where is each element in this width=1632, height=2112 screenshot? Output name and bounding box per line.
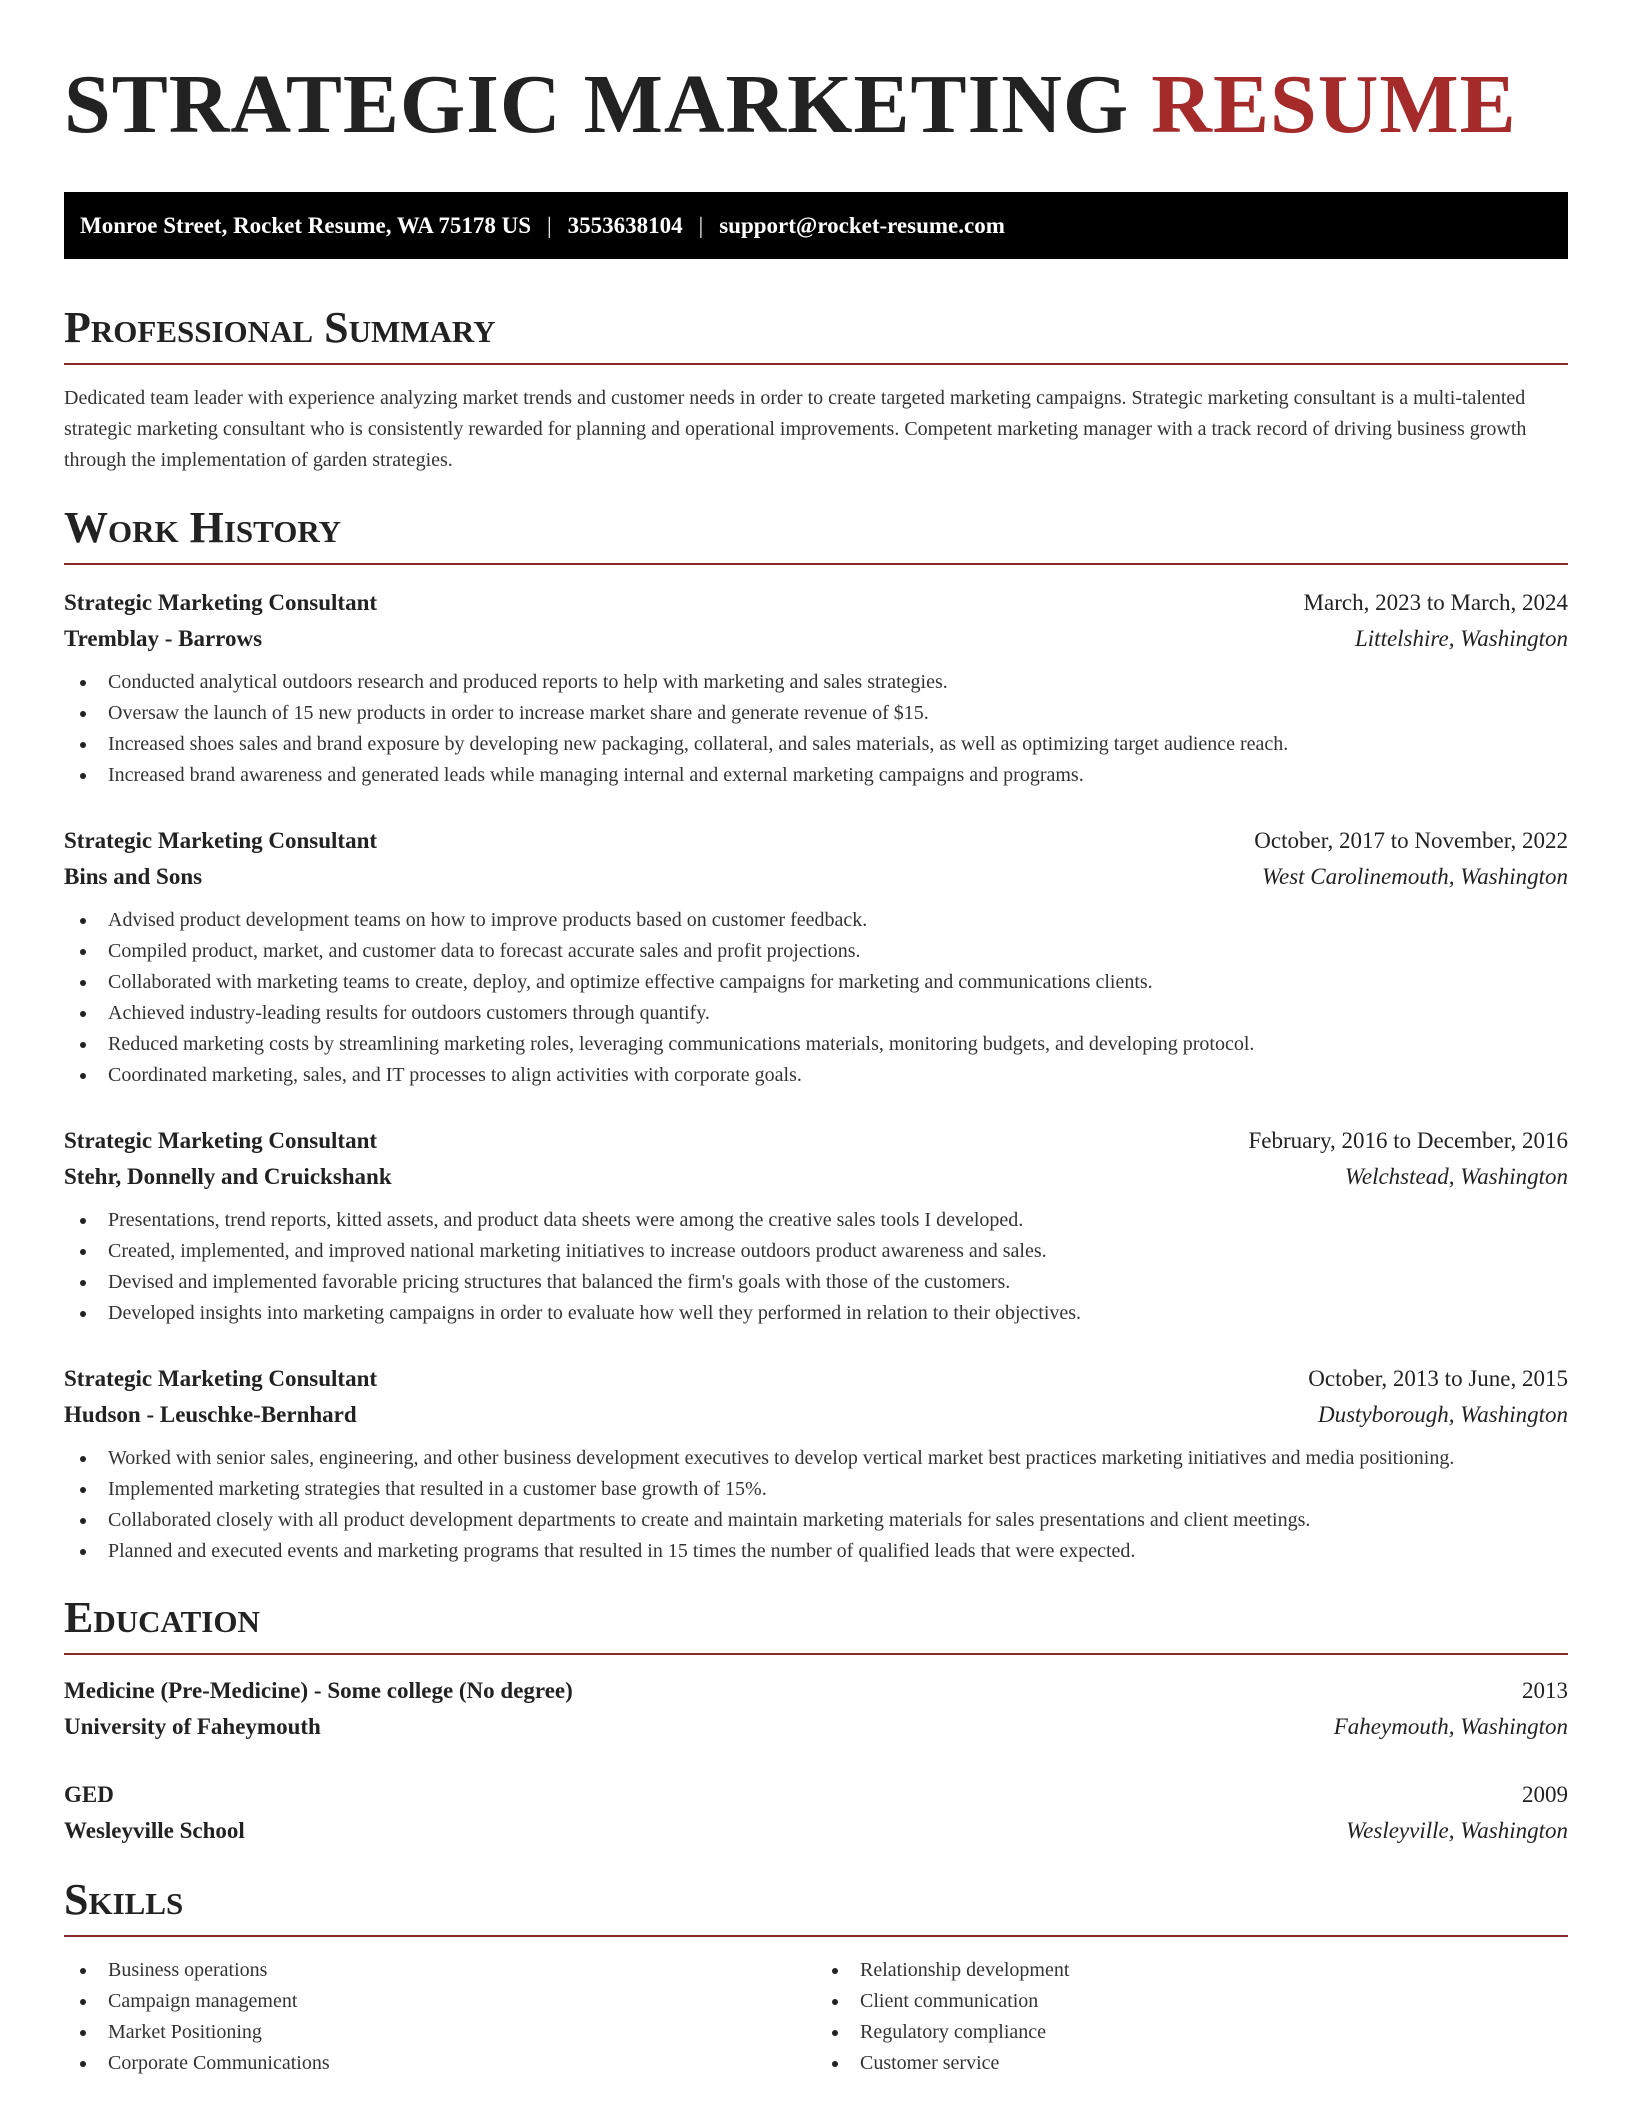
resume-title	[64, 60, 1568, 150]
job-entry	[64, 823, 1568, 1091]
education-location: Faheymouth, Washington	[1333, 1714, 1568, 1739]
summary-heading: Professional Summary	[64, 303, 1568, 365]
job-company: Bins and Sons	[64, 864, 203, 889]
job-company: Tremblay - Barrows	[64, 626, 263, 651]
job-bullets	[64, 667, 1568, 791]
education-degree: GED	[64, 1782, 114, 1807]
job-bullet: Developed insights into marketing campaigns in order to evaluate how well they performed in relation to their objectives.	[80, 1298, 1568, 1329]
skill-item: Corporate Communications	[80, 2048, 816, 2079]
contact-bar	[64, 192, 1568, 259]
job-bullet: Worked with senior sales, engineering, and other business development executives to develop vertical market best practices marketing initiatives and media positioning.	[80, 1443, 1568, 1474]
skills-column-right	[816, 1955, 1568, 2079]
title-main: STRATEGIC MARKETING	[64, 58, 1130, 151]
job-company: Hudson - Leuschke-Bernhard	[64, 1402, 357, 1427]
education-header-row	[64, 1673, 1568, 1709]
education-school: Wesleyville School	[64, 1818, 245, 1843]
education-header-row	[64, 1777, 1568, 1813]
job-bullets	[64, 1443, 1568, 1567]
skill-item: Client communication	[832, 1986, 1568, 2017]
job-company-row	[64, 1397, 1568, 1433]
job-location: Littelshire, Washington	[1355, 626, 1568, 651]
job-bullet: Collaborated closely with all product development departments to create and maintain marketing materials for sales presentations and client meetings.	[80, 1505, 1568, 1536]
job-bullet: Collaborated with marketing teams to create, deploy, and optimize effective campaigns for marketing and communications clients.	[80, 967, 1568, 998]
job-location: West Carolinemouth, Washington	[1261, 864, 1568, 889]
job-location: Dustyborough, Washington	[1317, 1402, 1568, 1427]
education-heading: Education	[64, 1593, 1568, 1655]
education-location: Wesleyville, Washington	[1346, 1818, 1568, 1843]
job-bullet: Planned and executed events and marketing programs that resulted in 15 times the number of qualified leads that were expected.	[80, 1536, 1568, 1567]
job-bullets	[64, 905, 1568, 1091]
job-bullet: Implemented marketing strategies that resulted in a customer base growth of 15%.	[80, 1474, 1568, 1505]
education-year: 2013	[1522, 1678, 1568, 1703]
skills-column-left	[64, 1955, 816, 2079]
job-bullet: Achieved industry-leading results for outdoors customers through quantify.	[80, 998, 1568, 1029]
job-bullet: Devised and implemented favorable pricing structures that balanced the firm's goals with those of the customers.	[80, 1267, 1568, 1298]
job-company-row	[64, 859, 1568, 895]
job-bullet: Created, implemented, and improved national marketing initiatives to increase outdoors product awareness and sales.	[80, 1236, 1568, 1267]
job-bullet: Compiled product, market, and customer data to forecast accurate sales and profit projections.	[80, 936, 1568, 967]
job-dates: October, 2017 to November, 2022	[1254, 828, 1568, 853]
job-bullet: Presentations, trend reports, kitted assets, and product data sheets were among the creative sales tools I developed.	[80, 1205, 1568, 1236]
contact-email[interactable]: support@rocket-resume.com	[719, 212, 1005, 238]
job-location: Welchstead, Washington	[1344, 1164, 1568, 1189]
job-entry	[64, 585, 1568, 791]
skill-item: Market Positioning	[80, 2017, 816, 2048]
job-bullet: Reduced marketing costs by streamlining marketing roles, leveraging communications materials, monitoring budgets, and developing protocol.	[80, 1029, 1568, 1060]
education-list	[64, 1673, 1568, 1849]
job-role: Strategic Marketing Consultant	[64, 828, 378, 853]
education-school-row	[64, 1709, 1568, 1745]
work-history-heading: Work History	[64, 503, 1568, 565]
job-company: Stehr, Donnelly and Cruickshank	[64, 1164, 392, 1189]
job-bullet: Increased brand awareness and generated leads while managing internal and external marketing campaigns and programs.	[80, 760, 1568, 791]
education-entry	[64, 1673, 1568, 1745]
job-dates: March, 2023 to March, 2024	[1303, 590, 1568, 615]
job-header-row	[64, 1361, 1568, 1397]
job-entry	[64, 1361, 1568, 1567]
skill-item: Business operations	[80, 1955, 816, 1986]
contact-address: Monroe Street, Rocket Resume, WA 75178 US	[80, 212, 532, 238]
skills-grid	[64, 1955, 1568, 2079]
job-dates: October, 2013 to June, 2015	[1308, 1366, 1568, 1391]
job-bullet: Advised product development teams on how to improve products based on customer feedback.	[80, 905, 1568, 936]
job-header-row	[64, 1123, 1568, 1159]
education-school-row	[64, 1813, 1568, 1849]
education-school: University of Faheymouth	[64, 1714, 321, 1739]
job-company-row	[64, 621, 1568, 657]
education-entry	[64, 1777, 1568, 1849]
skill-item: Regulatory compliance	[832, 2017, 1568, 2048]
job-dates: February, 2016 to December, 2016	[1248, 1128, 1568, 1153]
contact-separator: |	[547, 212, 552, 238]
job-header-row	[64, 585, 1568, 621]
job-bullet: Coordinated marketing, sales, and IT processes to align activities with corporate goals.	[80, 1060, 1568, 1091]
skill-item: Relationship development	[832, 1955, 1568, 1986]
contact-separator: |	[698, 212, 704, 238]
job-bullet: Increased shoes sales and brand exposure by developing new packaging, collateral, and sales materials, as well as optimizing target audience reach.	[80, 729, 1568, 760]
summary-text: Dedicated team leader with experience analyzing market trends and customer needs in order to create targeted marketing campaigns. Strategic marketing consultant is a multi-talented strategic marketing consultant who is consistently rewarded for planning and operational improvements. Competent marketing manager with a track record of driving business growth through the implementation of garden strategies.	[64, 387, 1527, 471]
job-bullet: Oversaw the launch of 15 new products in order to increase market share and generate revenue of $15.	[80, 698, 1568, 729]
job-header-row	[64, 823, 1568, 859]
contact-phone: 3553638104	[567, 212, 683, 238]
skill-item: Campaign management	[80, 1986, 816, 2017]
title-accent: RESUME	[1151, 58, 1517, 151]
job-entry	[64, 1123, 1568, 1329]
job-bullet: Conducted analytical outdoors research and produced reports to help with marketing and sales strategies.	[80, 667, 1568, 698]
skills-heading: Skills	[64, 1875, 1568, 1937]
job-role: Strategic Marketing Consultant	[64, 590, 378, 615]
work-history-list	[64, 585, 1568, 1567]
skill-item: Customer service	[832, 2048, 1568, 2079]
job-role: Strategic Marketing Consultant	[64, 1366, 378, 1391]
education-year: 2009	[1522, 1782, 1568, 1807]
job-company-row	[64, 1159, 1568, 1195]
job-bullets	[64, 1205, 1568, 1329]
education-degree: Medicine (Pre-Medicine) - Some college (No degree)	[64, 1678, 573, 1703]
job-role: Strategic Marketing Consultant	[64, 1128, 378, 1153]
